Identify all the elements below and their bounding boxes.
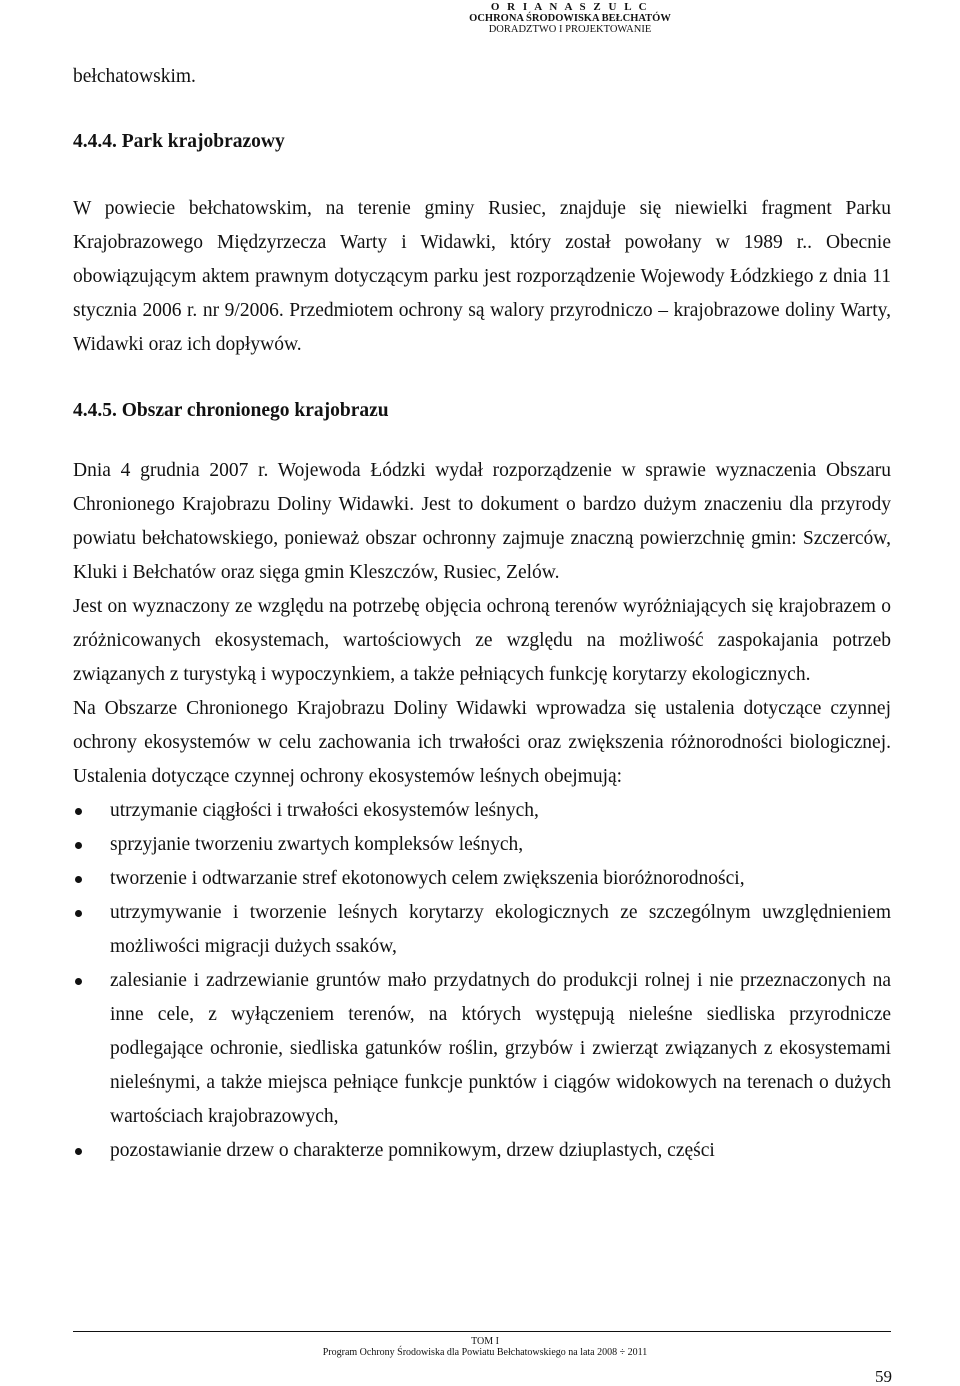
list-item-text: sprzyjanie tworzeniu zwartych kompleksów leśnych, (110, 834, 524, 855)
bullet-icon (75, 876, 82, 883)
section-heading-protected-area: 4.4.5. Obszar chronionego krajobrazu (73, 400, 389, 421)
footer-volume: TOM I (471, 1336, 499, 1347)
list-item-text: pozostawianie drzew o charakterze pomnikowym, drzew dziuplastych, części (110, 1140, 715, 1161)
page-footer (250, 1336, 720, 1358)
list-item-text: utrzymanie ciągłości i trwałości ekosystemów leśnych, (110, 800, 539, 821)
park-paragraph: W powiecie bełchatowskim, na terenie gminy Rusiec, znajduje się niewielki fragment Parku Krajobrazowego Międzyrzecza Warty i Widawki, który został powołany w 1989 r.. Obecnie obowiązującym aktem prawnym dotyczącym parku jest rozporządzenie Wojewody Łódzkiego z dnia 11 stycznia 2006 r. nr 9/2006. Przedmiotem ochrony są walory przyrodniczo – krajobrazowe doliny Warty, Widawki oraz ich dopływów. (73, 198, 891, 355)
list-item-text: utrzymywanie i tworzenie leśnych korytarzy ekologicznych ze szczególnym uwzględnieniem możliwości migracji dużych ssaków, (110, 902, 891, 957)
page-number: 59 (875, 1367, 892, 1386)
footer-program-title: Program Ochrony Środowiska dla Powiatu Bełchatowskiego na lata 2008 ÷ 2011 (322, 1347, 648, 1358)
list-item-text: tworzenie i odtwarzanie stref ekotonowych celem zwiększenia bioróżnorodności, (110, 868, 745, 889)
protected-area-paragraph-2: Jest on wyznaczony ze względu na potrzebę objęcia ochroną terenów wyróżniających się krajobrazem o zróżnicowanych ekosystemach, wartościowych ze względu na możliwość zaspokajania potrzeb związanych z turystyką i wypoczynkiem, a także pełniących funkcję korytarzy ekologicznych. (73, 596, 891, 685)
bullet-icon (75, 910, 82, 917)
page-header (330, 2, 810, 35)
continued-text: bełchatowskim. (73, 66, 196, 87)
bullet-icon (75, 842, 82, 849)
footer-divider (73, 1331, 891, 1332)
list-item (73, 896, 891, 964)
list-item (73, 964, 891, 1134)
list-item (73, 794, 891, 828)
header-company-subtitle: OCHRONA ŚRODOWISKA BEŁCHATÓW (469, 13, 671, 24)
list-item (73, 828, 891, 862)
list-item (73, 1134, 891, 1168)
document-body (73, 60, 891, 1168)
header-company-name: O R I A N A S Z U L C (490, 1, 650, 13)
forest-ecosystem-rules-list (73, 794, 891, 1168)
bullet-icon (75, 808, 82, 815)
protected-area-paragraph-1: Dnia 4 grudnia 2007 r. Wojewoda Łódzki wydał rozporządzenie w sprawie wyznaczenia Obszaru Chronionego Krajobrazu Doliny Widawki. Jest to dokument o bardzo dużym znaczeniu dla przyrody powiatu bełchatowskiego, ponieważ obszar ochronny zajmuje znaczną powierzchnię gmin: Szczerców, Kluki i Bełchatów oraz sięga gmin Kleszczów, Rusiec, Zelów. (73, 460, 891, 583)
header-company-services: DORADZTWO I PROJEKTOWANIE (488, 24, 652, 35)
list-item-text: zalesianie i zadrzewianie gruntów mało przydatnych do produkcji rolnej i nie przeznaczonych na inne cele, z wyłączeniem terenów, na których występują nieleśne siedliska przyrodnicze podlegające ochronie, siedliska gatunków roślin, grzybów i zwierząt związanych z ekosystemami nieleśnymi, a także miejsca pełniące funkcje punktów i ciągów widokowych na terenach o dużych wartościach krajobrazowych, (110, 970, 891, 1127)
list-item (73, 862, 891, 896)
bullet-icon (75, 1148, 82, 1155)
section-heading-park: 4.4.4. Park krajobrazowy (73, 131, 285, 152)
bullet-icon (75, 978, 82, 985)
protected-area-paragraph-3: Na Obszarze Chronionego Krajobrazu Doliny Widawki wprowadza się ustalenia dotyczące czynnej ochrony ekosystemów w celu zachowania ich trwałości oraz zwiększenia różnorodności biologicznej. Ustalenia dotyczące czynnej ochrony ekosystemów leśnych obejmują: (73, 698, 891, 787)
